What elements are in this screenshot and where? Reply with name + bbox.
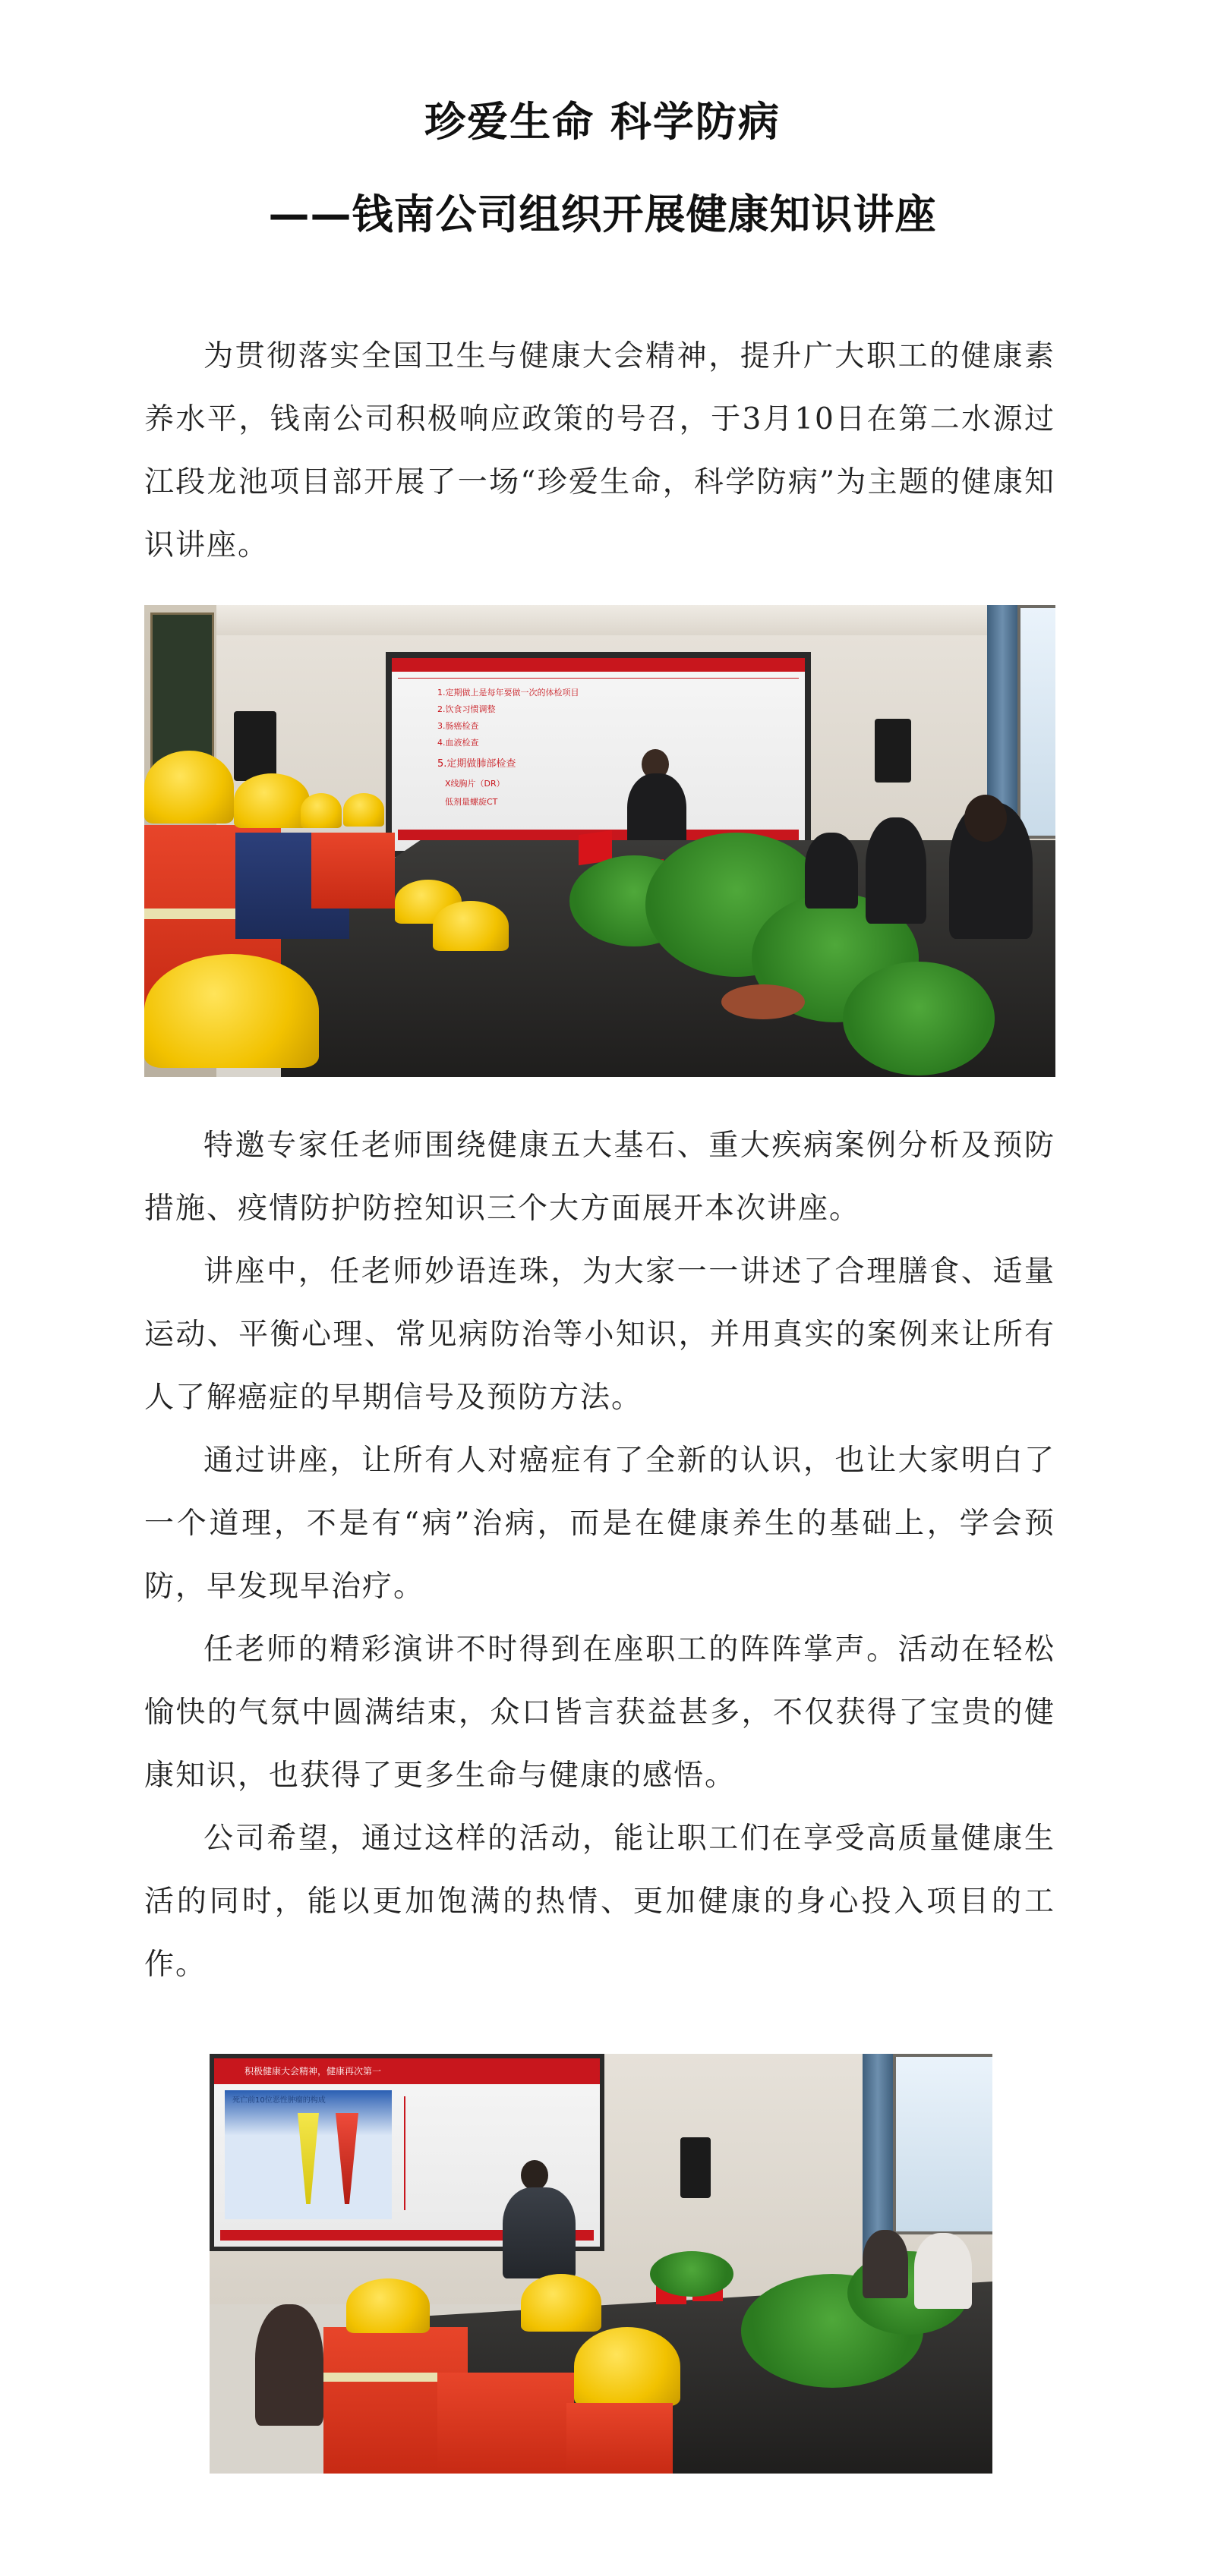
paragraph-applause: 任老师的精彩演讲不时得到在座职工的阵阵掌声。活动在轻松愉快的气氛中圆满结束，众口皆言获益甚多，不仅获得了宝贵的健康知识，也获得了更多生命与健康的感悟。 [144, 1633, 1055, 1793]
slide-line: 2.饮食习惯调整 [437, 704, 496, 714]
page-title: 珍爱生命 科学防病 [424, 98, 781, 146]
paragraph-intro: 为贯彻落实全国卫生与健康大会精神，提升广大职工的健康素养水平，钱南公司积极响应政策的号召，于3月10日在第二水源过江段龙池项目部开展了一场“珍爱生命，科学防病”为主题的健康知识讲座。 [144, 339, 1055, 562]
page-subtitle: ——钱南公司组织开展健康知识讲座 [268, 191, 937, 238]
slide-chart-title: 死亡前10位恶性肿瘤的构成 [232, 2096, 326, 2105]
paragraph-lecture: 讲座中，任老师妙语连珠，为大家一一讲述了合理膳食、适量运动、平衡心理、常见病防治等小知识，并用真实的案例来让所有人了解癌症的早期信号及预防方法。 [144, 1255, 1055, 1415]
slide-line: 低剂量螺旋CT [445, 797, 498, 807]
lecture-photo-1 [144, 605, 1055, 1077]
projection-screen [392, 658, 805, 851]
paragraph-understanding: 通过讲座，让所有人对癌症有了全新的认识，也让大家明白了一个道理，不是有“病”治病，而是在健康养生的基础上，学会预防，早发现早治疗。 [144, 1444, 1055, 1604]
slide-line: 4.血液检查 [437, 738, 479, 748]
paragraph-hope: 公司希望，通过这样的活动，能让职工们在享受高质量健康生活的同时，能以更加饱满的热情、更加健康的身心投入项目的工作。 [144, 1822, 1055, 1982]
lecture-photo-2 [210, 2054, 992, 2474]
slide-header: 积极健康大会精神，健康再次第一 [244, 2066, 382, 2077]
slide-line: X线胸片（DR） [445, 779, 505, 789]
slide-line: 3.肠癌检查 [437, 721, 479, 731]
slide-line: 5.定期做肺部检查 [437, 758, 516, 770]
paragraph-topics: 特邀专家任老师围绕健康五大基石、重大疾病案例分析及预防措施、疫情防护防控知识三个大方面展开本次讲座。 [144, 1129, 1055, 1226]
slide-line: 1.定期做上是每年要做一次的体检项目 [437, 688, 579, 698]
